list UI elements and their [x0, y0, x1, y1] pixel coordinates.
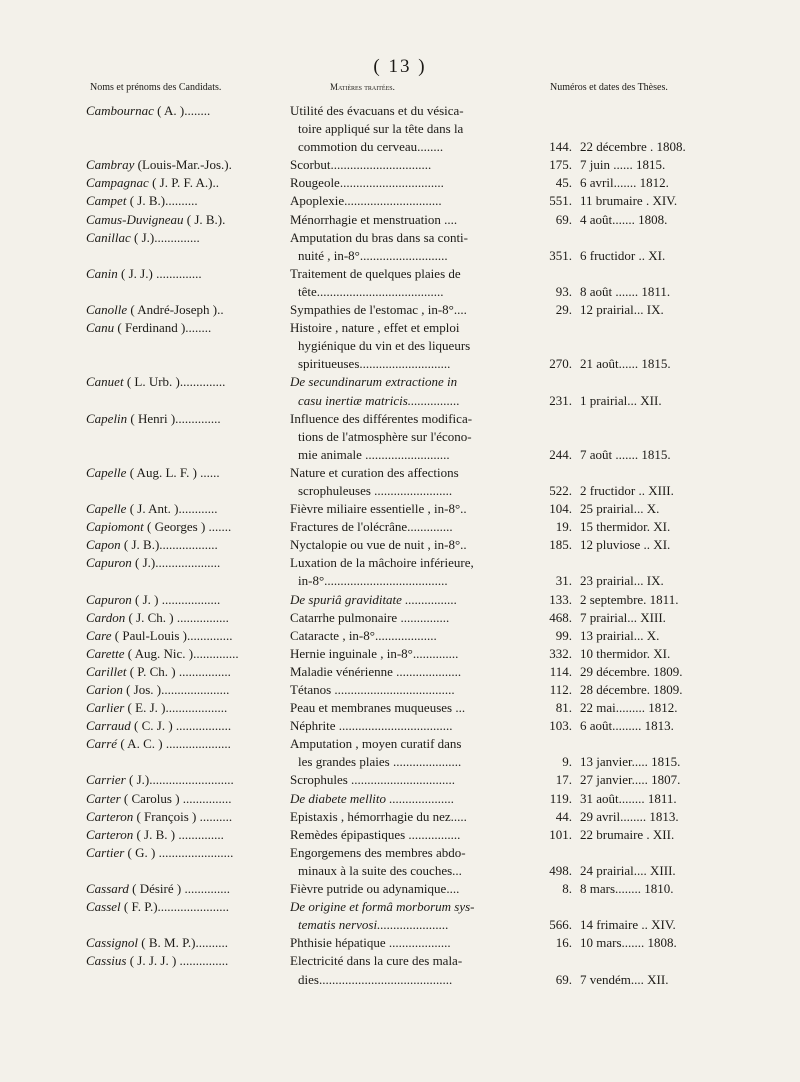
thesis-subject — [290, 735, 530, 771]
thesis-date: 7 août ....... 1815. — [580, 446, 671, 462]
thesis-number: 31. — [555, 573, 572, 589]
thesis-number: 144. — [549, 139, 572, 155]
thesis-subject — [290, 645, 530, 663]
candidate-name — [86, 265, 286, 283]
candidate-name — [86, 229, 286, 247]
candidate-surname: Carré — [86, 736, 118, 752]
candidate-name — [86, 952, 286, 970]
table-row — [0, 880, 800, 898]
subject-line: Engorgemens des membres abdo- — [290, 844, 466, 860]
candidate-given-names: ( E. J. )................... — [124, 700, 228, 716]
candidate-given-names: ( Georges ) ....... — [143, 519, 232, 535]
candidate-surname: Camus-Duvigneau — [86, 211, 184, 227]
thesis-date: 15 thermidor. XI. — [580, 519, 671, 535]
candidate-name — [86, 681, 286, 699]
table-row — [0, 717, 800, 735]
thesis-number: 16. — [555, 935, 572, 951]
thesis-subject — [290, 536, 530, 554]
thesis-number: 99. — [555, 627, 572, 643]
candidate-surname: Capelle — [86, 464, 127, 480]
table-row — [0, 591, 800, 609]
thesis-subject — [290, 826, 530, 844]
thesis-date: 6 avril....... 1812. — [580, 175, 669, 191]
subject-line: Hernie inguinale , in-8°.............. — [290, 645, 459, 661]
subject-line: Catarrhe pulmonaire ............... — [290, 609, 450, 625]
thesis-date: 1 prairial... XII. — [580, 392, 662, 408]
subject-line: Cataracte , in-8°................... — [290, 627, 437, 643]
subject-line: De origine et formâ morborum sys- — [290, 899, 475, 915]
subject-line: les grandes plaies ..................... — [298, 754, 462, 770]
subject-line: Histoire , nature , effet et emploi — [290, 320, 460, 336]
candidate-surname: Cartier — [86, 844, 125, 860]
thesis-date: 12 prairial... IX. — [580, 302, 664, 318]
candidate-surname: Cassignol — [86, 935, 139, 951]
candidate-name — [86, 319, 286, 337]
thesis-subject — [290, 609, 530, 627]
subject-line: Nyctalopie ou vue de nuit , in-8°.. — [290, 537, 467, 553]
candidate-given-names: ( J.).............. — [130, 229, 200, 245]
candidate-name — [86, 645, 286, 663]
thesis-number: 175. — [549, 157, 572, 173]
thesis-number: 566. — [549, 917, 572, 933]
thesis-number: 44. — [555, 808, 572, 824]
thesis-subject — [290, 229, 530, 265]
candidate-surname: Canillac — [86, 229, 131, 245]
table-row — [0, 301, 800, 319]
table-row — [0, 681, 800, 699]
thesis-number: 45. — [555, 175, 572, 191]
candidate-name — [86, 609, 286, 627]
table-row — [0, 500, 800, 518]
thesis-subject — [290, 934, 530, 952]
subject-line: Apoplexie.............................. — [290, 193, 442, 209]
table-row — [0, 952, 800, 988]
candidate-given-names: ( J. B.).......... — [126, 193, 198, 209]
subject-line: in-8°...................................... — [298, 573, 448, 589]
table-row — [0, 174, 800, 192]
table-row — [0, 518, 800, 536]
table-row — [0, 844, 800, 880]
subject-line: scrophuleuses ........................ — [298, 482, 453, 498]
thesis-subject — [290, 102, 530, 156]
table-row — [0, 265, 800, 301]
table-row — [0, 192, 800, 210]
candidate-surname: Cassard — [86, 881, 129, 897]
subject-line: Tétanos ..................................... — [290, 682, 455, 697]
candidate-surname: Capuron — [86, 555, 132, 571]
table-row — [0, 319, 800, 373]
subject-line: Utilité des évacuans et du vésica- — [290, 103, 464, 118]
thesis-subject — [290, 717, 530, 735]
thesis-number: 9. — [562, 754, 572, 770]
thesis-subject — [290, 319, 530, 373]
candidate-name — [86, 410, 286, 428]
thesis-list — [0, 102, 800, 989]
table-row — [0, 156, 800, 174]
table-row — [0, 609, 800, 627]
thesis-date: 25 prairial... X. — [580, 501, 660, 517]
candidate-surname: Cassel — [86, 899, 121, 915]
subject-line: mie animale .......................... — [298, 446, 450, 462]
subject-line: Peau et membranes muqueuses ... — [290, 700, 466, 716]
thesis-number: 468. — [549, 609, 572, 625]
subject-line: Fièvre miliaire essentielle , in-8°.. — [290, 501, 467, 517]
candidate-surname: Capiomont — [86, 519, 144, 535]
table-row — [0, 410, 800, 464]
candidate-name — [86, 826, 286, 844]
thesis-subject — [290, 952, 530, 988]
candidate-name — [86, 536, 286, 554]
thesis-subject — [290, 771, 530, 789]
thesis-date: 7 prairial... XIII. — [580, 609, 666, 625]
table-row — [0, 536, 800, 554]
thesis-subject — [290, 554, 530, 590]
thesis-number: 522. — [549, 482, 572, 498]
header-theses: Numéros et dates des Thèses. — [550, 82, 668, 93]
candidate-name — [86, 156, 286, 174]
thesis-number: 270. — [549, 356, 572, 372]
candidate-name — [86, 591, 286, 609]
subject-line: Rougeole................................ — [290, 175, 444, 191]
candidate-surname: Carillet — [86, 663, 127, 679]
thesis-subject — [290, 880, 530, 898]
candidate-given-names: ( Henri ).............. — [127, 410, 221, 426]
thesis-number: 29. — [555, 302, 572, 318]
thesis-date: 14 frimaire .. XIV. — [580, 917, 676, 933]
header-subjects: Matières traitées. — [330, 82, 395, 92]
candidate-surname: Campet — [86, 193, 127, 209]
candidate-given-names: ( André-Joseph ).. — [127, 302, 224, 318]
candidate-given-names: ( J. B. ) .............. — [133, 826, 224, 842]
subject-line: nuité , in-8°........................... — [298, 247, 448, 263]
thesis-subject — [290, 898, 530, 934]
thesis-subject — [290, 681, 530, 699]
subject-line: De secundinarum extractione in — [290, 374, 458, 390]
candidate-given-names: ( Paul-Louis ).............. — [111, 627, 233, 643]
candidate-given-names: ( J.).................... — [131, 555, 221, 571]
thesis-date: 22 brumaire . XII. — [580, 826, 675, 842]
candidate-surname: Canuet — [86, 374, 124, 390]
subject-line: Remèdes épipastiques ................ — [290, 826, 461, 842]
candidate-surname: Cardon — [86, 609, 126, 625]
subject-line: spiritueuses............................ — [298, 356, 451, 372]
thesis-number: 231. — [549, 392, 572, 408]
candidate-name — [86, 627, 286, 645]
candidate-surname: Carteron — [86, 808, 134, 824]
thesis-date: 28 décembre. 1809. — [580, 682, 683, 697]
table-row — [0, 464, 800, 500]
candidate-given-names: ( Aug. Nic. ).............. — [124, 645, 239, 661]
thesis-date: 2 fructidor .. XIII. — [580, 482, 674, 498]
thesis-number: 81. — [555, 700, 572, 716]
thesis-date: 22 mai......... 1812. — [580, 700, 678, 716]
candidate-surname: Campagnac — [86, 175, 149, 191]
subject-line: hygiénique du vin et des liqueurs — [298, 338, 471, 354]
candidate-surname: Carette — [86, 645, 125, 661]
candidate-surname: Canin — [86, 265, 118, 281]
table-row — [0, 808, 800, 826]
candidate-surname: Carion — [86, 682, 123, 697]
table-row — [0, 627, 800, 645]
table-row — [0, 102, 800, 156]
candidate-surname: Carter — [86, 790, 121, 806]
subject-line: Scrophules ................................ — [290, 772, 456, 788]
thesis-date: 13 janvier..... 1815. — [580, 754, 681, 770]
thesis-date: 6 fructidor .. XI. — [580, 247, 666, 263]
thesis-number: 69. — [555, 971, 572, 987]
subject-line: casu inertiæ matricis................ — [298, 392, 460, 408]
candidate-name — [86, 102, 286, 120]
candidate-name — [86, 500, 286, 518]
subject-line: Amputation du bras dans sa conti- — [290, 229, 468, 245]
table-row — [0, 790, 800, 808]
subject-line: Maladie vénérienne .................... — [290, 663, 462, 679]
candidate-surname: Carteron — [86, 826, 134, 842]
candidate-surname: Canu — [86, 320, 115, 336]
candidate-given-names: ( A. C. ) .................... — [117, 736, 231, 752]
candidate-surname: Canolle — [86, 302, 128, 318]
thesis-date: 24 prairial.... XIII. — [580, 862, 676, 878]
thesis-number: 101. — [549, 826, 572, 842]
subject-line: minaux à la suite des couches... — [298, 862, 462, 878]
subject-line: Fractures de l'olécrâne.............. — [290, 519, 453, 535]
thesis-number: 103. — [549, 718, 572, 734]
column-headers — [0, 82, 800, 98]
subject-line: Luxation de la mâchoire inférieure, — [290, 555, 474, 571]
thesis-number: 351. — [549, 247, 572, 263]
header-candidates: Noms et prénoms des Candidats. — [90, 82, 222, 93]
subject-line: De spuriâ graviditate ................ — [290, 591, 458, 607]
subject-line: dies......................................... — [298, 971, 453, 987]
table-row — [0, 735, 800, 771]
candidate-given-names: ( Jos. )..................... — [122, 682, 230, 697]
subject-line: Ménorrhagie et menstruation .... — [290, 211, 458, 227]
thesis-date: 4 août....... 1808. — [580, 211, 668, 227]
candidate-name — [86, 880, 286, 898]
candidate-given-names: (Louis-Mar.-Jos.). — [134, 157, 232, 173]
thesis-date: 10 thermidor. XI. — [580, 645, 671, 661]
subject-line: Fièvre putride ou adynamique.... — [290, 881, 460, 897]
candidate-surname: Cambray — [86, 157, 135, 173]
thesis-date: 13 prairial... X. — [580, 627, 660, 643]
candidate-given-names: ( Désiré ) .............. — [128, 881, 230, 897]
thesis-number: 332. — [549, 645, 572, 661]
table-row — [0, 554, 800, 590]
candidate-name — [86, 211, 286, 229]
thesis-subject — [290, 591, 530, 609]
candidate-given-names: ( G. ) ....................... — [124, 844, 234, 860]
candidate-surname: Cassius — [86, 953, 127, 969]
candidate-name — [86, 735, 286, 753]
thesis-date: 7 juin ...... 1815. — [580, 157, 666, 173]
candidate-surname: Capuron — [86, 591, 132, 607]
thesis-number: 119. — [549, 790, 572, 806]
thesis-date: 10 mars....... 1808. — [580, 935, 677, 951]
candidate-surname: Carrier — [86, 772, 126, 788]
thesis-date: 6 août......... 1813. — [580, 718, 674, 734]
candidate-surname: Care — [86, 627, 112, 643]
candidate-given-names: ( C. J. ) ................. — [130, 718, 232, 734]
thesis-number: 114. — [549, 663, 572, 679]
thesis-subject — [290, 808, 530, 826]
subject-line: De diabete mellito .................... — [290, 790, 455, 806]
thesis-number: 133. — [549, 591, 572, 607]
thesis-subject — [290, 464, 530, 500]
thesis-subject — [290, 844, 530, 880]
thesis-number: 551. — [549, 193, 572, 209]
thesis-date: 12 pluviose .. XI. — [580, 537, 671, 553]
thesis-date: 31 août........ 1811. — [580, 790, 677, 806]
candidate-given-names: ( François ) .......... — [133, 808, 233, 824]
page-number: ( 13 ) — [373, 56, 427, 77]
thesis-number: 104. — [549, 501, 572, 517]
subject-line: Phthisie hépatique ................... — [290, 935, 451, 951]
thesis-subject — [290, 301, 530, 319]
thesis-subject — [290, 699, 530, 717]
thesis-subject — [290, 174, 530, 192]
candidate-given-names: ( J. J. J. ) ............... — [126, 953, 229, 969]
table-row — [0, 826, 800, 844]
candidate-surname: Capelin — [86, 410, 128, 426]
table-row — [0, 898, 800, 934]
thesis-number: 112. — [549, 682, 572, 697]
thesis-number: 69. — [555, 211, 572, 227]
subject-line: Influence des différentes modifica- — [290, 410, 473, 426]
candidate-surname: Capon — [86, 537, 121, 553]
table-row — [0, 229, 800, 265]
subject-line: Scorbut............................... — [290, 157, 432, 173]
subject-line: tions de l'atmosphère sur l'écono- — [298, 428, 472, 444]
thesis-number: 17. — [555, 772, 572, 788]
candidate-name — [86, 373, 286, 391]
thesis-date: 23 prairial... IX. — [580, 573, 664, 589]
thesis-number: 8. — [562, 881, 572, 897]
candidate-given-names: ( L. Urb. ).............. — [123, 374, 226, 390]
thesis-date: 11 brumaire . XIV. — [580, 193, 678, 209]
thesis-subject — [290, 373, 530, 409]
table-row — [0, 373, 800, 409]
thesis-subject — [290, 156, 530, 174]
candidate-name — [86, 808, 286, 826]
candidate-surname: Cambournac — [86, 103, 154, 118]
subject-line: Electricité dans la cure des mala- — [290, 953, 463, 969]
table-row — [0, 771, 800, 789]
thesis-number: 93. — [555, 283, 572, 299]
thesis-number: 19. — [555, 519, 572, 535]
candidate-given-names: ( Carolus ) ............... — [120, 790, 232, 806]
table-row — [0, 934, 800, 952]
thesis-subject — [290, 790, 530, 808]
candidate-given-names: ( A. )........ — [153, 103, 211, 118]
candidate-name — [86, 301, 286, 319]
thesis-date: 29 décembre. 1809. — [580, 663, 683, 679]
candidate-name — [86, 464, 286, 482]
subject-line: Amputation , moyen curatif dans — [290, 736, 462, 752]
thesis-date: 21 août...... 1815. — [580, 356, 671, 372]
thesis-number: 185. — [549, 537, 572, 553]
thesis-date: 8 mars........ 1810. — [580, 881, 674, 897]
table-row — [0, 699, 800, 717]
subject-line: Néphrite ................................... — [290, 718, 453, 734]
subject-line: Sympathies de l'estomac , in-8°.... — [290, 302, 467, 318]
thesis-subject — [290, 627, 530, 645]
thesis-number: 498. — [549, 862, 572, 878]
candidate-given-names: ( F. P.)...................... — [120, 899, 230, 915]
subject-line: tête....................................... — [298, 283, 444, 299]
candidate-name — [86, 934, 286, 952]
thesis-subject — [290, 265, 530, 301]
thesis-date: 27 janvier..... 1807. — [580, 772, 681, 788]
table-row — [0, 645, 800, 663]
thesis-number: 244. — [549, 446, 572, 462]
thesis-date: 2 septembre. 1811. — [580, 591, 679, 607]
thesis-subject — [290, 500, 530, 518]
candidate-given-names: ( J.).......................... — [125, 772, 234, 788]
candidate-given-names: ( J. Ant. )............ — [126, 501, 218, 517]
candidate-name — [86, 790, 286, 808]
candidate-given-names: ( Aug. L. F. ) ...... — [126, 464, 220, 480]
table-row — [0, 211, 800, 229]
thesis-subject — [290, 211, 530, 229]
candidate-given-names: ( Ferdinand )........ — [114, 320, 212, 336]
candidate-given-names: ( J. B.). — [183, 211, 226, 227]
candidate-given-names: ( J. P. F. A.).. — [148, 175, 219, 191]
candidate-name — [86, 898, 286, 916]
candidate-given-names: ( J. B.).................. — [120, 537, 218, 553]
thesis-date: 22 décembre . 1808. — [580, 139, 686, 155]
candidate-surname: Carlier — [86, 700, 125, 716]
candidate-name — [86, 518, 286, 536]
candidate-name — [86, 554, 286, 572]
candidate-name — [86, 771, 286, 789]
subject-line: Nature et curation des affections — [290, 464, 459, 480]
thesis-subject — [290, 410, 530, 464]
candidate-given-names: ( B. M. P.).......... — [138, 935, 228, 951]
thesis-subject — [290, 192, 530, 210]
thesis-date: 29 avril........ 1813. — [580, 808, 679, 824]
subject-line: Traitement de quelques plaies de — [290, 265, 461, 281]
candidate-given-names: ( J. ) .................. — [131, 591, 221, 607]
candidate-surname: Carraud — [86, 718, 131, 734]
subject-line: commotion du cerveau........ — [298, 139, 444, 155]
candidate-name — [86, 717, 286, 735]
candidate-given-names: ( J. J.) .............. — [117, 265, 202, 281]
table-row — [0, 663, 800, 681]
candidate-name — [86, 844, 286, 862]
candidate-given-names: ( J. Ch. ) ................ — [125, 609, 229, 625]
candidate-given-names: ( P. Ch. ) ................ — [126, 663, 231, 679]
thesis-date: 7 vendém.... XII. — [580, 971, 669, 987]
candidate-name — [86, 174, 286, 192]
thesis-subject — [290, 663, 530, 681]
candidate-name — [86, 192, 286, 210]
thesis-subject — [290, 518, 530, 536]
candidate-name — [86, 663, 286, 681]
subject-line: Epistaxis , hémorrhagie du nez..... — [290, 808, 467, 824]
thesis-date: 8 août ....... 1811. — [580, 283, 671, 299]
subject-line: tematis nervosi...................... — [298, 917, 449, 933]
candidate-surname: Capelle — [86, 501, 127, 517]
candidate-name — [86, 699, 286, 717]
subject-line: toire appliqué sur la tête dans la — [298, 121, 464, 137]
